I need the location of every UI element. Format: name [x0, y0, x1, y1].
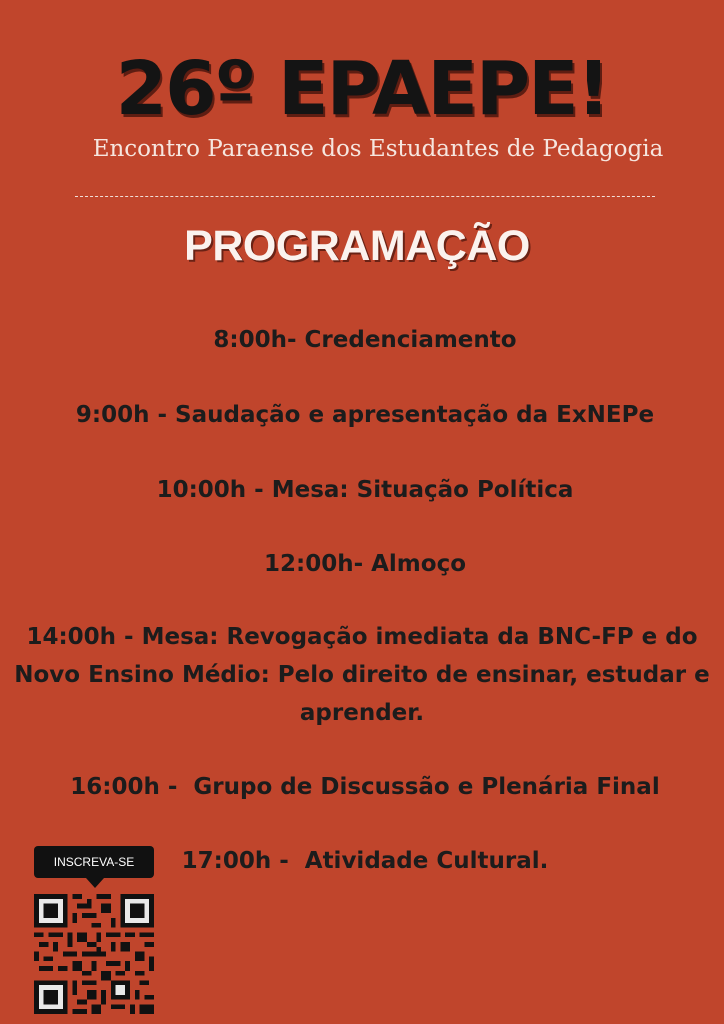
schedule-item: 17:00h - Atividade Cultural. [181, 848, 549, 874]
schedule-item: 10:00h - Mesa: Situação Política [156, 477, 574, 503]
qr-code-icon[interactable] [34, 894, 154, 1014]
schedule-item: 14:00h - Mesa: Revogação imediata da BNC-FP e do Novo Ensino Médio: Pelo direito de ensinar, estudar e aprender. [14, 624, 710, 726]
dashed-divider [75, 196, 655, 197]
schedule-item: 16:00h - Grupo de Discussão e Plenária Final [70, 774, 660, 800]
schedule-item: 12:00h- Almoço [263, 551, 467, 577]
event-title: 26º EPAEPE! [115, 46, 609, 132]
section-title: PROGRAMAÇÃO [184, 222, 530, 270]
signup-badge[interactable]: INSCREVA-SE [34, 846, 154, 878]
schedule-item: 9:00h - Saudação e apresentação da ExNEPe [75, 402, 655, 428]
event-subtitle: Encontro Paraense dos Estudantes de Pedagogia [92, 136, 664, 162]
schedule-item: 8:00h- Credenciamento [213, 327, 517, 353]
